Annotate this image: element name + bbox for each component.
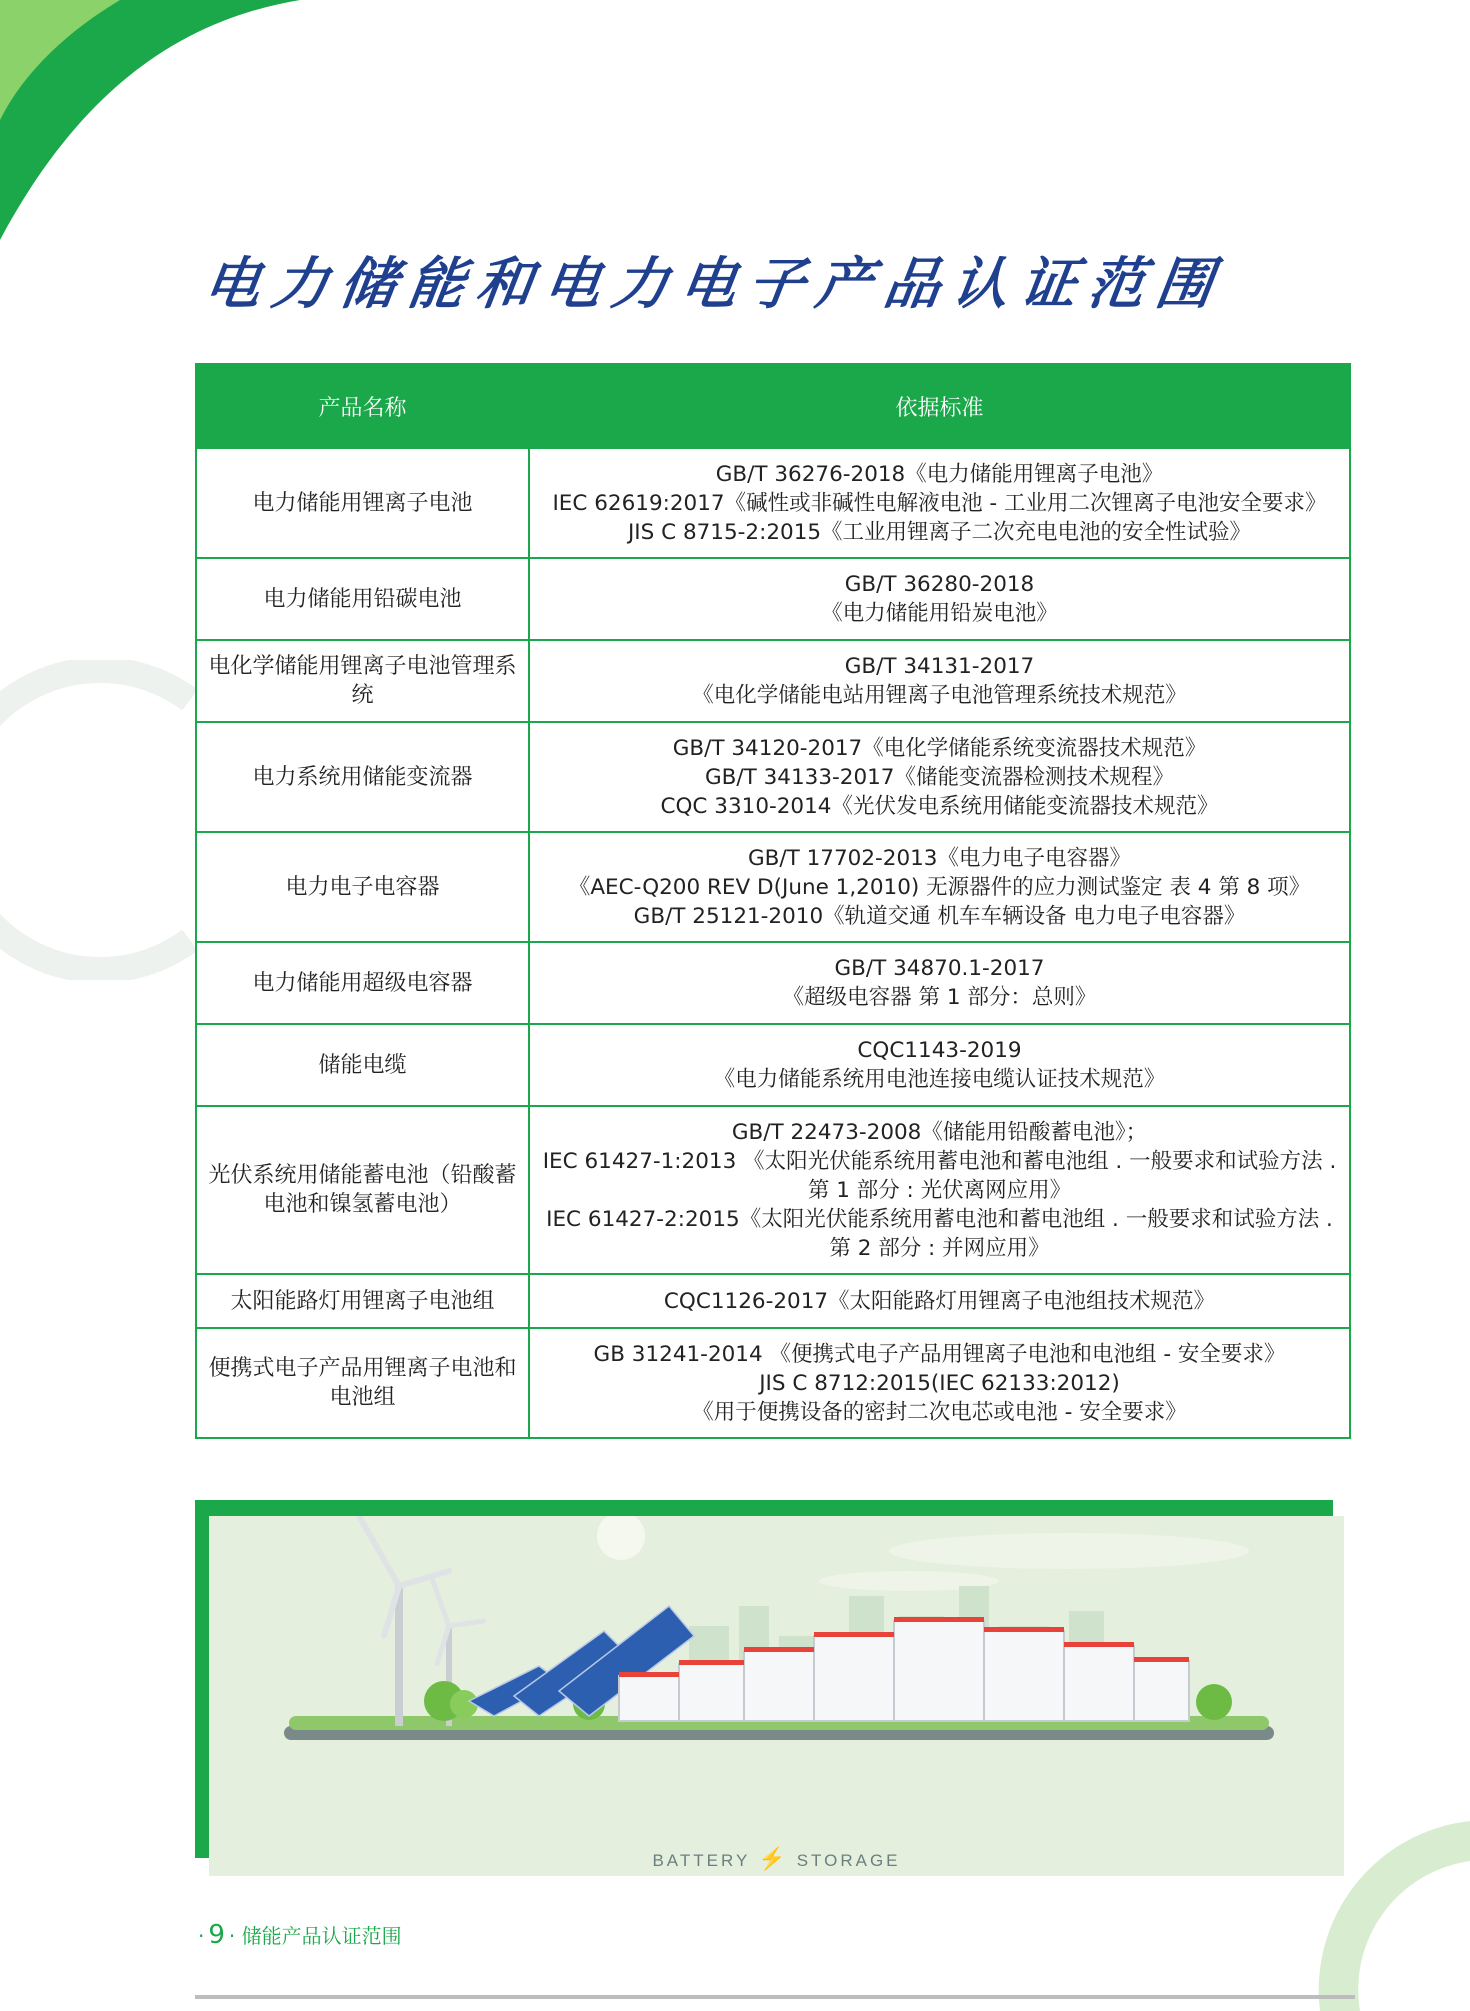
standards-cell <box>529 1328 1350 1438</box>
standard-line: JIS C 8712:2015(IEC 62133:2012) <box>759 1370 1120 1396</box>
header-standard: 依据标准 <box>529 364 1350 448</box>
standard-line: CQC1126-2017《太阳能路灯用锂离子电池组技术规范》 <box>663 1288 1216 1314</box>
standard-line: IEC 61427-2:2015《太阳光伏能系统用蓄电池和蓄电池组 . 一般要求和试验方法 . 第 2 部分 : 并网应用》 <box>546 1206 1333 1261</box>
corner-ring-decoration <box>1300 1811 1470 2011</box>
table-row <box>196 1328 1350 1438</box>
standard-line: CQC1143-2019 <box>857 1038 1022 1063</box>
standard-line: JIS C 8715-2:2015《工业用锂离子二次充电电池的安全性试验》 <box>627 519 1252 545</box>
standards-cell <box>529 558 1350 640</box>
product-name-cell: 太阳能路灯用锂离子电池组 <box>196 1274 529 1328</box>
table-row <box>196 1024 1350 1106</box>
table-row <box>196 558 1350 640</box>
product-name-cell: 便携式电子产品用锂离子电池和电池组 <box>196 1328 529 1438</box>
caption-battery: BATTERY <box>652 1851 751 1870</box>
corner-swoosh-decoration <box>0 0 300 260</box>
page-title: 电力储能和电力电子产品认证范围 <box>199 251 1230 317</box>
standard-line: GB/T 36280-2018 <box>844 572 1035 597</box>
table-row <box>196 832 1350 942</box>
page-number: 9 <box>208 1920 225 1950</box>
table-row <box>196 1106 1350 1274</box>
standard-line: 《电化学储能电站用锂离子电池管理系统技术规范》 <box>692 683 1187 708</box>
footer-divider <box>195 1995 1355 1999</box>
standards-cell <box>529 1274 1350 1328</box>
table-row <box>196 1274 1350 1328</box>
product-name-cell: 电力储能用锂离子电池 <box>196 448 529 558</box>
standards-cell <box>529 1024 1350 1106</box>
standard-line: GB/T 34133-2017《储能变流器检测技术规程》 <box>705 764 1174 790</box>
product-name-cell: 电力电子电容器 <box>196 832 529 942</box>
standard-line: GB/T 22473-2008《储能用铅酸蓄电池》； <box>731 1119 1148 1145</box>
table-row <box>196 640 1350 722</box>
product-name-cell: 储能电缆 <box>196 1024 529 1106</box>
standards-cell <box>529 722 1350 832</box>
product-name-cell: 电化学储能用锂离子电池管理系统 <box>196 640 529 722</box>
standard-line: 《电力储能用铅炭电池》 <box>821 601 1058 626</box>
table-row <box>196 722 1350 832</box>
standard-line: IEC 62619:2017《碱性或非碱性电解液电池 - 工业用二次锂离子电池安全要求》 <box>552 490 1327 516</box>
battery-storage-caption <box>209 1846 1344 1872</box>
standard-line: IEC 61427-1:2013 《太阳光伏能系统用蓄电池和蓄电池组 . 一般要求和试验方法 . 第 1 部分 : 光伏离网应用》 <box>542 1148 1337 1203</box>
standard-line: 《超级电容器 第 1 部分：总则》 <box>782 985 1097 1010</box>
standard-line: GB/T 34120-2017《电化学储能系统变流器技术规范》 <box>672 735 1207 761</box>
table-row <box>196 448 1350 558</box>
product-name-cell: 电力系统用储能变流器 <box>196 722 529 832</box>
standard-line: GB/T 34131-2017 <box>844 654 1035 679</box>
table-row <box>196 942 1350 1024</box>
standard-line: CQC 3310-2014《光伏发电系统用储能变流器技术规范》 <box>660 793 1219 819</box>
lightning-bolt-icon: ⚡ <box>758 1846 789 1871</box>
standard-line: 《用于便携设备的密封二次电芯或电池 - 安全要求》 <box>692 1399 1187 1425</box>
standard-line: GB/T 25121-2010《轨道交通 机车车辆设备 电力电子电容器》 <box>633 903 1246 929</box>
standards-cell <box>529 832 1350 942</box>
page-footer: · 9 · 储能产品认证范围 <box>198 1920 402 1950</box>
footer-section-title: 储能产品认证范围 <box>241 1924 402 1948</box>
standard-line: GB/T 34870.1-2017 <box>834 956 1045 981</box>
product-name-cell: 电力储能用超级电容器 <box>196 942 529 1024</box>
energy-landscape-illustration <box>209 1516 1344 1876</box>
banner-side-bar <box>195 1500 209 1858</box>
battery-storage-illustration <box>209 1516 1344 1876</box>
product-name-cell: 光伏系统用储能蓄电池（铅酸蓄电池和镍氢蓄电池） <box>196 1106 529 1274</box>
product-name-cell: 电力储能用铅碳电池 <box>196 558 529 640</box>
certification-table <box>195 363 1351 1439</box>
standard-line: 《AEC-Q200 REV D(June 1,2010) 无源器件的应力测试鉴定 表 4 第 8 项》 <box>568 874 1311 900</box>
standard-line: GB/T 36276-2018《电力储能用锂离子电池》 <box>715 461 1164 487</box>
standards-cell <box>529 640 1350 722</box>
standard-line: GB/T 17702-2013《电力电子电容器》 <box>748 845 1131 871</box>
standards-cell <box>529 942 1350 1024</box>
caption-storage: STORAGE <box>796 1851 901 1870</box>
standards-cell <box>529 448 1350 558</box>
standards-cell <box>529 1106 1350 1274</box>
header-product-name: 产品名称 <box>196 364 529 448</box>
table-header-row <box>196 364 1350 448</box>
standard-line: GB 31241-2014 《便携式电子产品用锂离子电池和电池组 - 安全要求》 <box>593 1341 1286 1367</box>
standard-line: 《电力储能系统用电池连接电缆认证技术规范》 <box>713 1067 1166 1092</box>
banner-top-bar <box>195 1500 1333 1516</box>
